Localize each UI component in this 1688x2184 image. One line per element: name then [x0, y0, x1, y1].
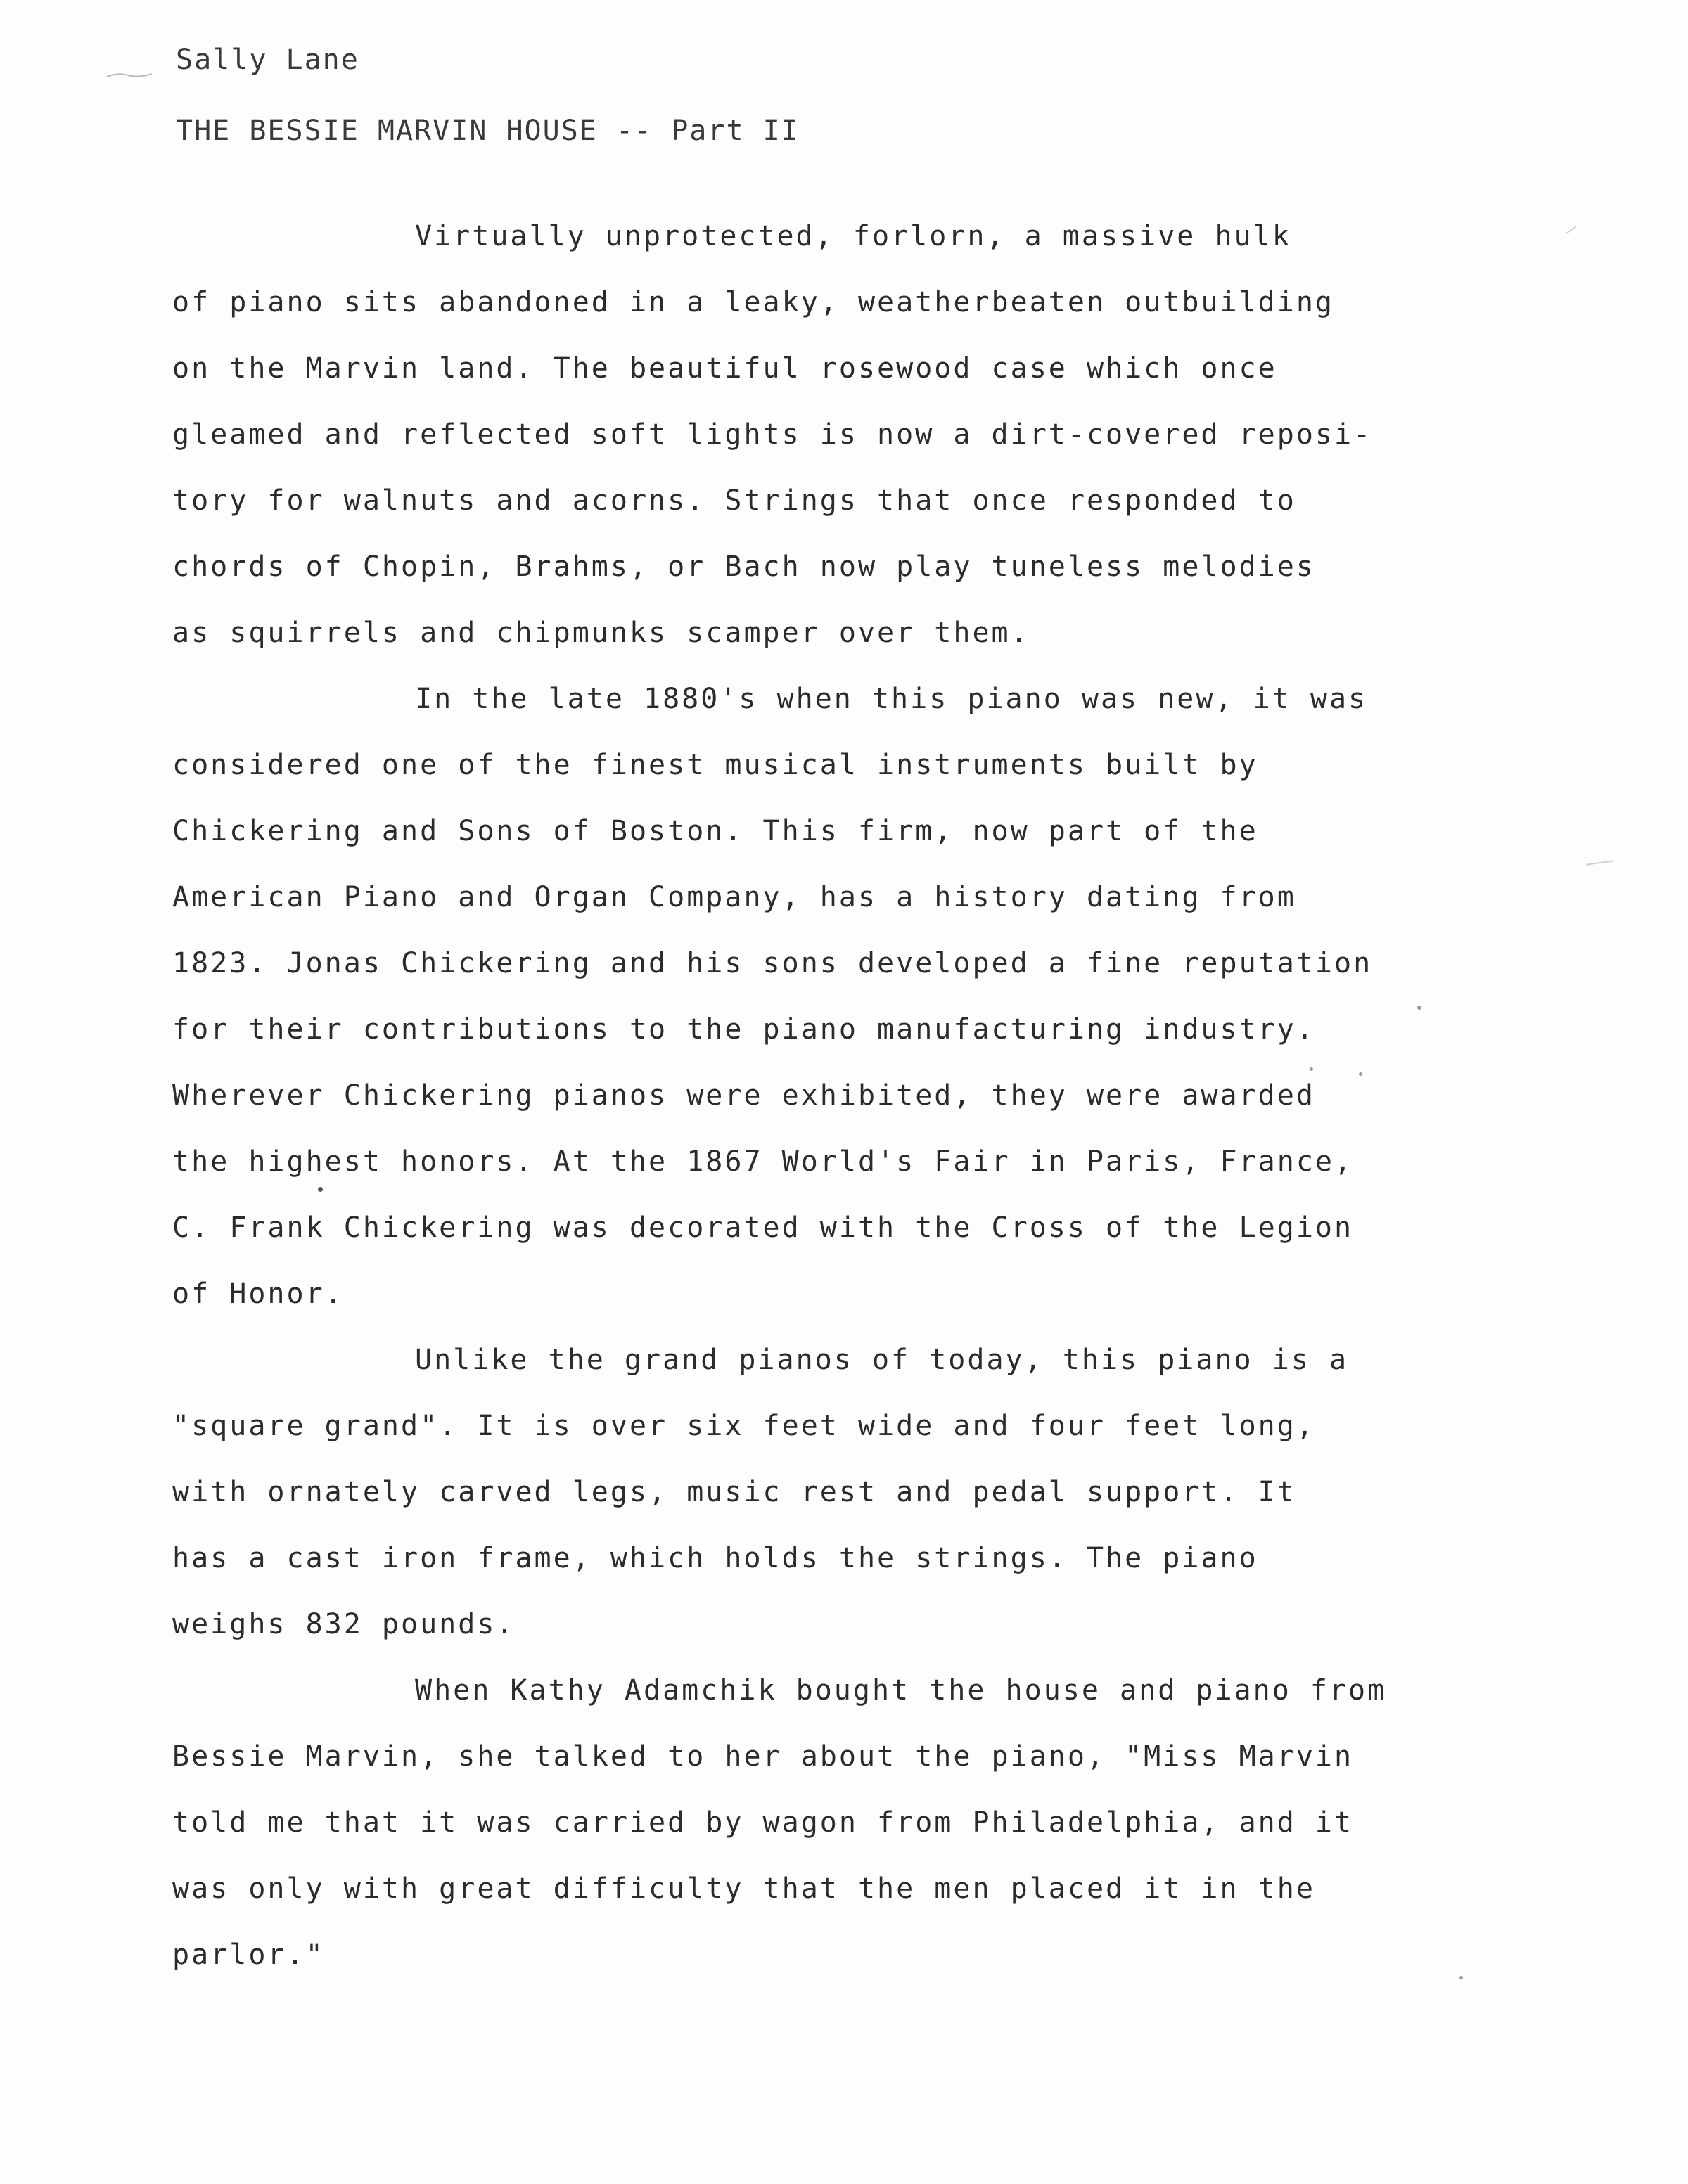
scan-edge-mark [1586, 860, 1614, 866]
scan-speck [1417, 1006, 1421, 1010]
text-line: In the late 1880's when this piano was new, it was [415, 683, 1368, 715]
text-line: considered one of the finest musical instruments built by [172, 749, 1258, 781]
scan-speck [1459, 1976, 1463, 1979]
text-line: chords of Chopin, Brahms, or Bach now play tuneless melodies [172, 551, 1315, 583]
author-name: Sally Lane [176, 44, 359, 76]
text-line: Unlike the grand pianos of today, this piano is a [415, 1344, 1349, 1376]
text-line: Wherever Chickering pianos were exhibited, they were awarded [172, 1079, 1315, 1112]
text-line: was only with great difficulty that the men placed it in the [172, 1873, 1315, 1905]
text-line: as squirrels and chipmunks scamper over them. [172, 617, 1030, 649]
text-line: with ornately carved legs, music rest and pedal support. It [172, 1476, 1296, 1508]
document-title: THE BESSIE MARVIN HOUSE -- Part II [176, 115, 800, 147]
scan-edge-mark [1566, 226, 1577, 234]
text-line: the highest honors. At the 1867 World's Fair in Paris, France, [172, 1145, 1354, 1178]
text-line: tory for walnuts and acorns. Strings that once responded to [172, 484, 1296, 517]
text-line: When Kathy Adamchik bought the house and piano from [415, 1674, 1387, 1707]
body-text [172, 217, 1495, 2001]
scan-speck [1310, 1067, 1313, 1071]
text-line: American Piano and Organ Company, has a history dating from [172, 881, 1296, 913]
text-line: C. Frank Chickering was decorated with the Cross of the Legion [172, 1212, 1354, 1244]
text-line: on the Marvin land. The beautiful rosewood case which once [172, 352, 1277, 385]
text-line: 1823. Jonas Chickering and his sons developed a fine reputation [172, 947, 1373, 979]
text-line: parlor." [172, 1939, 325, 1971]
scan-speck [1359, 1072, 1362, 1076]
text-line: told me that it was carried by wagon from Philadelphia, and it [172, 1806, 1354, 1839]
text-line: of Honor. [172, 1278, 344, 1310]
margin-pencil-mark [106, 67, 155, 82]
text-line: "square grand". It is over six feet wide and four feet long, [172, 1410, 1315, 1442]
text-line: Chickering and Sons of Boston. This firm, now part of the [172, 815, 1258, 847]
text-line: Bessie Marvin, she talked to her about the piano, "Miss Marvin [172, 1740, 1354, 1773]
text-line: weighs 832 pounds. [172, 1608, 516, 1640]
text-line: gleamed and reflected soft lights is now a dirt-covered reposi- [172, 418, 1373, 451]
text-line: of piano sits abandoned in a leaky, weatherbeaten outbuilding [172, 286, 1335, 319]
text-line: Virtually unprotected, forlorn, a massive hulk [415, 220, 1291, 252]
text-line: has a cast iron frame, which holds the strings. The piano [172, 1542, 1258, 1574]
scan-speck [318, 1187, 323, 1192]
text-line: for their contributions to the piano manufacturing industry. [172, 1013, 1315, 1046]
